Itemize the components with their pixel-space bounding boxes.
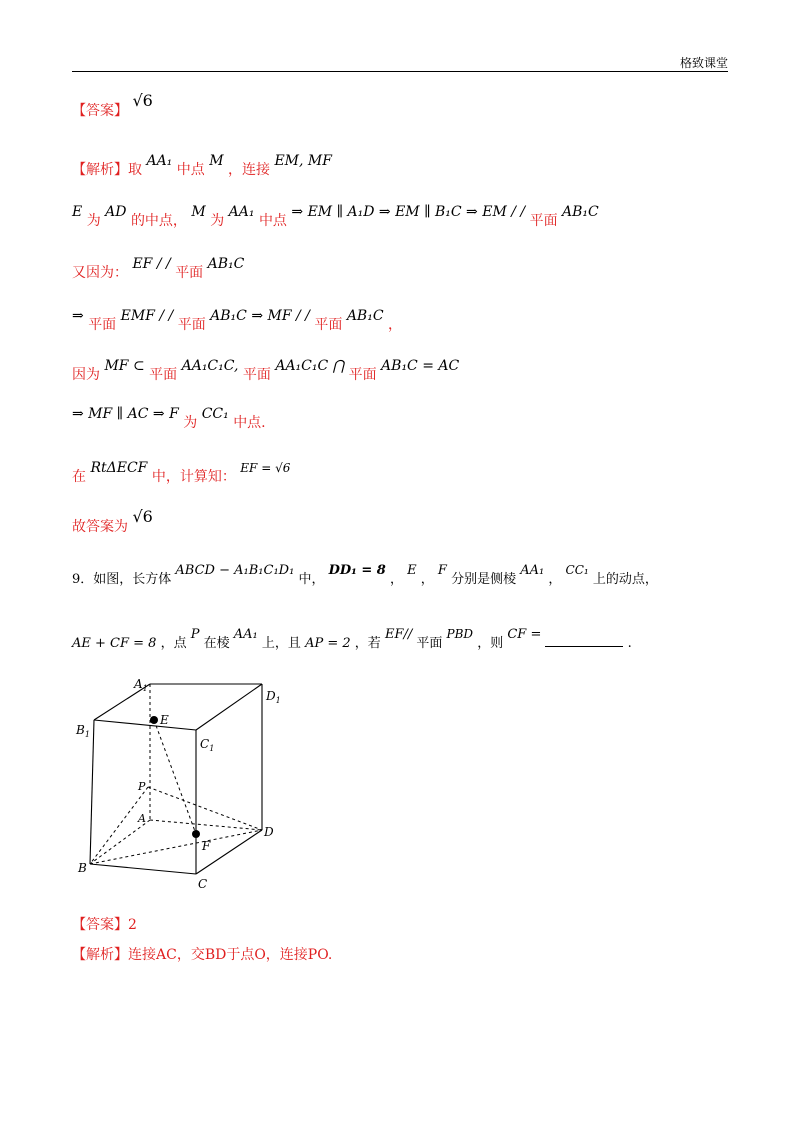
q8-analysis-line-3 xyxy=(72,256,245,282)
math: ⇒ xyxy=(72,308,84,324)
label-C1: $C_1$ xyxy=(200,737,215,753)
math: AB₁C xyxy=(562,204,599,220)
q8-analysis-line-2 xyxy=(72,204,599,230)
math: CC₁ xyxy=(565,563,589,577)
math: M xyxy=(209,153,224,169)
q8-analysis-line-7 xyxy=(72,460,291,486)
edge-AD-hidden xyxy=(150,820,262,830)
math: P xyxy=(190,627,200,642)
text: . xyxy=(627,636,632,651)
text: 平面 xyxy=(242,367,271,383)
label-B: B xyxy=(78,861,87,875)
q8-answer-line xyxy=(72,91,153,120)
math: EF = √6 xyxy=(240,461,291,475)
text: 中点 xyxy=(176,162,205,178)
label-A1: $A_1$ xyxy=(134,677,148,693)
math: CC₁ xyxy=(201,406,229,422)
text: 因为 xyxy=(72,367,100,383)
math: AD xyxy=(105,204,127,220)
q9-analysis-text: 连接AC，交BD于点O，连接PO. xyxy=(128,947,333,963)
q8-analysis-line-8 xyxy=(72,507,153,536)
edge-C1B1 xyxy=(94,720,196,730)
math: PBD xyxy=(446,627,474,641)
text: ， xyxy=(548,572,562,587)
label-D1: $D_1$ xyxy=(266,689,281,705)
label-D: D xyxy=(264,825,274,839)
math: F xyxy=(437,563,447,578)
math: EMF / / xyxy=(120,308,174,324)
text: 平面 xyxy=(149,367,178,383)
edge-B1B xyxy=(90,720,94,864)
math: CF = xyxy=(507,627,542,642)
q8-analysis-line-5 xyxy=(72,358,460,384)
edge-D1C1 xyxy=(196,684,262,730)
text: 取 xyxy=(128,162,142,178)
text: ，则 xyxy=(477,636,504,651)
math: AB₁C xyxy=(207,256,245,272)
math: AA₁C₁C, xyxy=(181,358,239,374)
label-A: A xyxy=(138,812,146,825)
math: AA₁ xyxy=(228,204,255,220)
math: RtΔECF xyxy=(90,460,148,476)
text: 上的动点， xyxy=(592,572,658,587)
q8-answer-value: √6 xyxy=(132,91,153,110)
math: EF// xyxy=(384,627,413,642)
text: 平面 xyxy=(348,367,377,383)
q8-analysis-line-6 xyxy=(72,406,266,432)
text: ， xyxy=(388,317,402,333)
edge-BC xyxy=(90,864,196,874)
q8-analysis-line-1 xyxy=(72,153,332,179)
segment-PD xyxy=(148,787,262,830)
q8-analysis-tag: 【解析】 xyxy=(72,162,128,178)
text: 分别是侧棱 xyxy=(451,572,517,587)
text: ， xyxy=(420,572,434,587)
text: 平面 xyxy=(177,317,206,333)
math: AB₁C ⇒ xyxy=(210,308,264,324)
segment-EF xyxy=(154,720,196,834)
math: AA₁ xyxy=(146,153,173,169)
label-C: C xyxy=(198,877,208,891)
text: 又因为： xyxy=(72,265,128,281)
text: 为 xyxy=(86,213,101,229)
q9-answer-value: 2 xyxy=(128,917,137,933)
math: √6 xyxy=(132,507,153,526)
cuboid-figure xyxy=(72,672,302,902)
math: AA₁ xyxy=(520,563,545,578)
math: ⇒ EM ∥ A₁D ⇒ EM ∥ B₁C ⇒ EM / / xyxy=(291,204,526,220)
point-E xyxy=(150,716,158,724)
label-F: F xyxy=(202,839,211,853)
text: 为 xyxy=(210,213,225,229)
math: DD₁ = 8 xyxy=(328,563,386,578)
header-brand: 格致课堂 xyxy=(679,56,728,70)
math: AB₁C xyxy=(346,308,384,324)
text: 中， xyxy=(298,572,325,587)
point-F xyxy=(192,830,200,838)
q9-problem-line-2 xyxy=(72,627,632,651)
q9-answer-tag: 【答案】 xyxy=(72,917,128,933)
segment-PB xyxy=(90,787,148,864)
text: 中点. xyxy=(233,415,266,431)
label-P: P xyxy=(138,780,146,793)
text: 9．如图，长方体 xyxy=(72,572,172,587)
answer-blank[interactable] xyxy=(545,634,623,647)
text: 在棱 xyxy=(203,636,230,651)
math: ⇒ MF ∥ AC ⇒ xyxy=(72,406,165,422)
text: 在 xyxy=(72,469,86,485)
math: AA₁C₁C ⋂ xyxy=(275,358,345,374)
text: 平面 xyxy=(175,265,204,281)
text: 故答案为 xyxy=(72,519,128,535)
text: 为 xyxy=(183,415,198,431)
label-E: E xyxy=(160,713,169,727)
math: E xyxy=(72,204,83,220)
math: AA₁ xyxy=(233,627,258,642)
label-B1: $B_1$ xyxy=(76,723,90,739)
text: 上，且 xyxy=(261,636,301,651)
q8-answer-tag: 【答案】 xyxy=(72,103,128,119)
text: ， xyxy=(389,572,403,587)
q8-analysis-line-4 xyxy=(72,308,402,334)
q9-analysis-line xyxy=(72,944,332,964)
q9-analysis-tag: 【解析】 xyxy=(72,947,128,963)
page-header xyxy=(0,0,800,72)
text: 平面 xyxy=(314,317,343,333)
text: ，点 xyxy=(160,636,187,651)
math: AE + CF = 8 xyxy=(72,636,157,651)
q9-problem-line-1 xyxy=(72,563,658,587)
text: 平面 xyxy=(416,636,443,651)
math: EM, MF xyxy=(274,153,332,169)
text: 中点 xyxy=(258,213,287,229)
math: EF / / xyxy=(132,256,171,272)
text: ，若 xyxy=(354,636,381,651)
text: ，连接 xyxy=(228,162,270,178)
math: F xyxy=(169,406,179,422)
text: 平面 xyxy=(88,317,117,333)
text: 的中点， xyxy=(130,213,187,229)
q9-answer-line xyxy=(72,914,137,934)
text: 平面 xyxy=(529,213,558,229)
math: MF ⊂ xyxy=(104,358,145,374)
header-rule xyxy=(72,71,728,72)
math: ABCD − A₁B₁C₁D₁ xyxy=(175,563,295,578)
math: M xyxy=(191,204,206,220)
math: MF / / xyxy=(267,308,310,324)
math: AB₁C = AC xyxy=(381,358,460,374)
text: 中，计算知： xyxy=(151,469,236,485)
math: AP = 2 xyxy=(305,636,351,651)
math: E xyxy=(407,563,417,578)
edge-AB-hidden xyxy=(90,820,150,864)
